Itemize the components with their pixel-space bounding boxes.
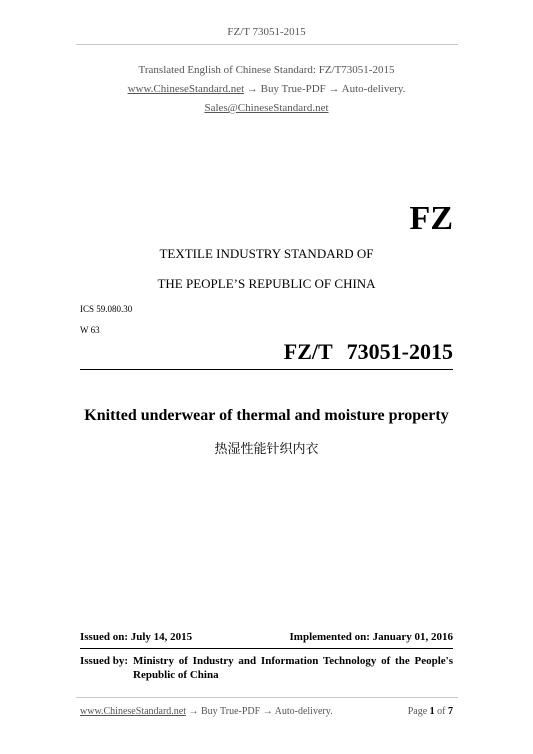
footer-divider — [76, 697, 458, 698]
footer-link[interactable]: www.ChineseStandard.net — [80, 706, 186, 717]
page-indicator — [408, 706, 453, 717]
running-title: FZ/T 73051-2015 — [227, 26, 306, 38]
standard-number-prefix: FZ/T — [283, 339, 333, 364]
issued-by-line1: Ministry of Industry and Information Technology of the People's — [133, 655, 453, 667]
standard-number-value: 73051-2015 — [346, 339, 453, 364]
number-underline — [80, 369, 453, 370]
standard-title-line2: THE PEOPLE’S REPUBLIC OF CHINA — [157, 276, 376, 291]
dates-divider — [80, 648, 453, 649]
translated-line: Translated English of Chinese Standard: FZ/T73051-2015 — [138, 64, 395, 76]
promo-text: → Buy True-PDF → Auto-delivery. — [244, 83, 406, 95]
promo-link[interactable]: www.ChineseStandard.net — [127, 83, 245, 95]
footer-text: → Buy True-PDF → Auto-delivery. — [186, 706, 333, 717]
implemented-on: Implemented on: January 01, 2016 — [289, 631, 453, 643]
ics-code: ICS 59.080.30 — [80, 304, 133, 314]
email-line — [0, 102, 533, 114]
page-current: 1 — [429, 706, 435, 717]
promo-line — [0, 83, 533, 95]
header-divider — [76, 44, 458, 45]
fz-mark: FZ — [409, 200, 453, 237]
page-label: Page — [407, 706, 428, 717]
standard-title-line1: TEXTILE INDUSTRY STANDARD OF — [159, 246, 374, 261]
page-of: of — [437, 706, 446, 717]
ccs-code: W 63 — [80, 325, 100, 335]
chinese-title: 热湿性能针织内衣 — [214, 442, 319, 457]
standard-number — [284, 339, 453, 365]
email-link[interactable]: Sales@ChineseStandard.net — [204, 102, 329, 114]
issued-by-line2: Republic of China — [133, 669, 219, 681]
issued-on: Issued on: July 14, 2015 — [80, 631, 193, 643]
footer-promo — [80, 706, 333, 717]
issued-by-label: Issued by: — [80, 655, 128, 667]
page-total: 7 — [448, 706, 453, 717]
english-title: Knitted underwear of thermal and moisture property — [84, 407, 449, 424]
